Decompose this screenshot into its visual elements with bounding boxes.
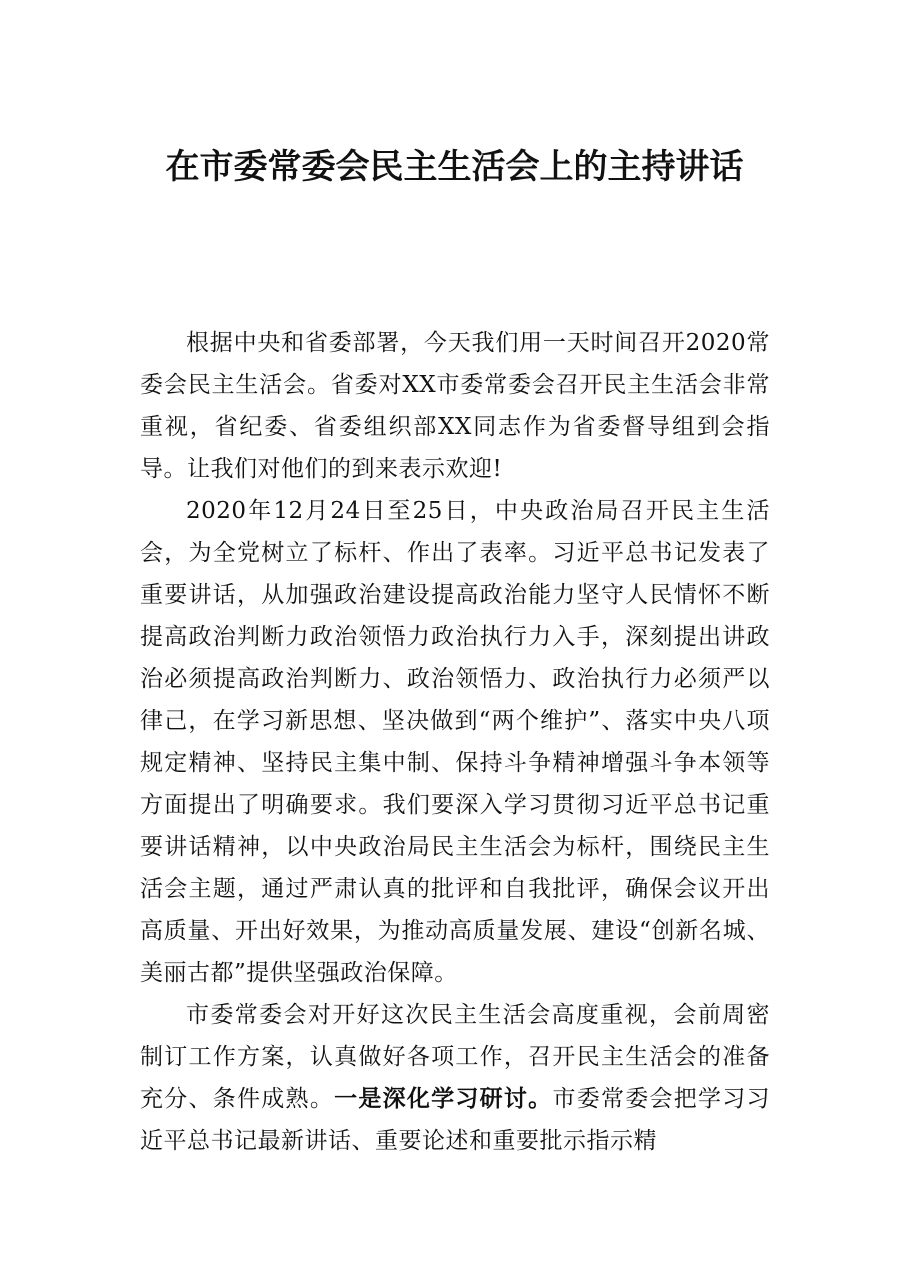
- paragraph-preparation-continuation: 市委常委会把学习习近平总书记最新讲话、重要论述和重要批示指示精: [140, 1086, 771, 1154]
- document-title: 在市委常委会民主生活会上的主持讲话: [165, 147, 744, 187]
- paragraph-preparation: [140, 994, 770, 1162]
- paragraph-central-meeting: 2020年12月24日至25日，中央政治局召开民主生活会，为全党树立了标杆、作出了表率。习近平总书记发表了重要讲话，从加强政治建设提高政治能力坚守人民情怀不断提高政治判断力政治领悟力政治执行力入手，深刻提出讲政治必须提高政治判断力、政治领悟力、政治执行力必须严以律己，在学习新思想、坚决做到“两个维护”、落实中央八项规定精神、坚持民主集中制、保持斗争精神增强斗争本领等方面提出了明确要求。我们要深入学习贯彻习近平总书记重要讲话精神，以中央政治局民主生活会为标杆，围绕民主生活会主题，通过严肃认真的批评和自我批评，确保会议开出高质量、开出好效果，为推动高质量发展、建设“创新名城、美丽古都”提供坚强政治保障。: [140, 498, 770, 986]
- paragraph-preparation-text: 市委常委会对开好这次民主生活会高度重视，会前周密制订工作方案，认真做好各项工作，召开民主生活会的准备充分、条件成熟。: [140, 1002, 770, 1112]
- paragraph-opening: 根据中央和省委部署，今天我们用一天时间召开2020常委会民主生活会。省委对XX市委常委会召开民主生活会非常重视，省纪委、省委组织部XX同志作为省委督导组到会指导。让我们对他们的到来表示欢迎!: [140, 330, 770, 482]
- paragraph-preparation-bold-heading: 一是深化学习研讨。: [334, 1086, 553, 1112]
- document-body: [140, 322, 770, 1162]
